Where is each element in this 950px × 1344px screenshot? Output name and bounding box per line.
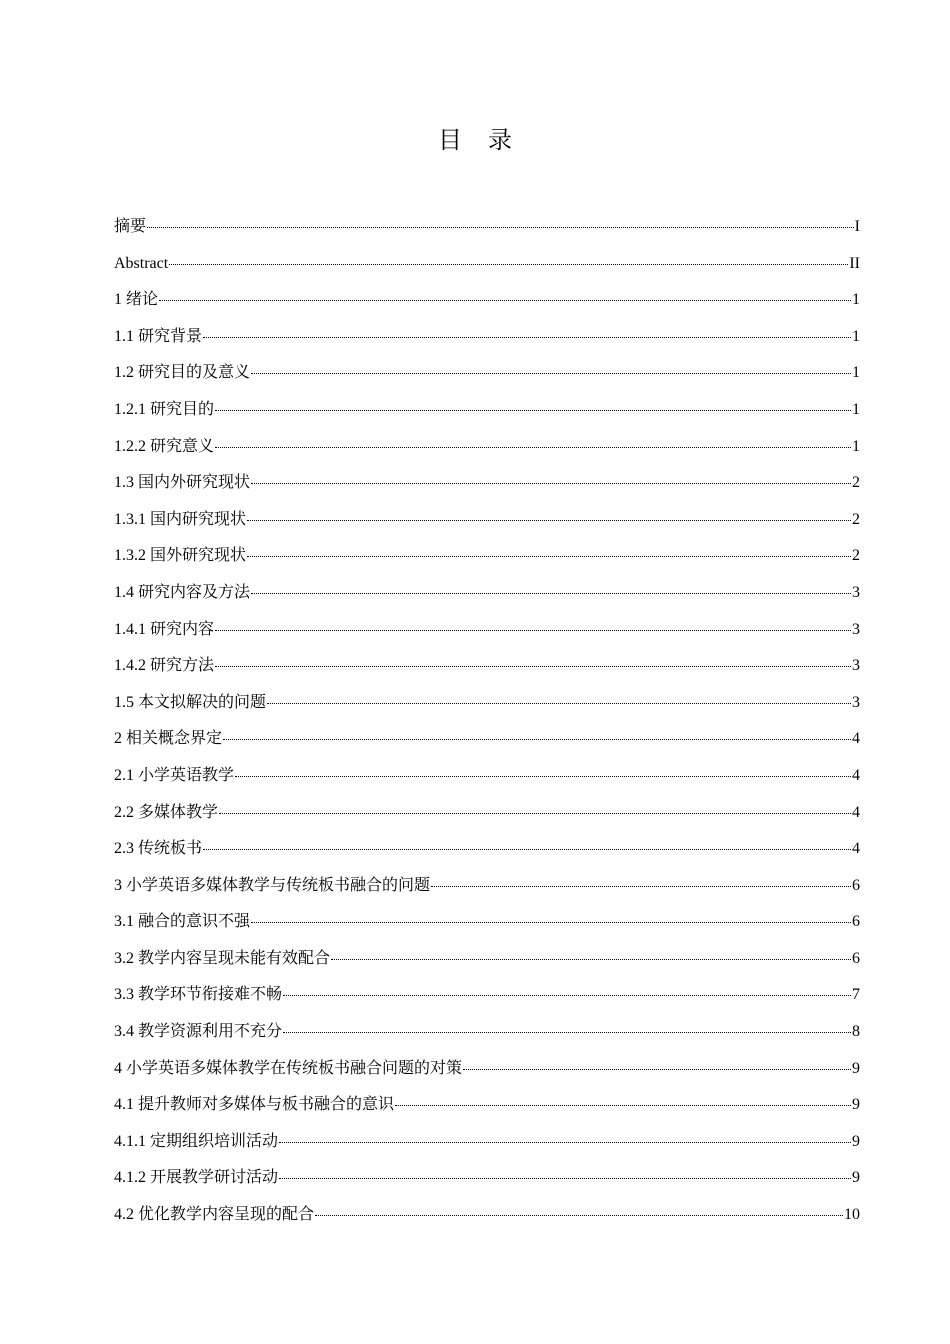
toc-entry-label: 3.4 教学资源利用不充分 — [114, 1023, 283, 1041]
toc-entry-page-number: 9 — [852, 1132, 860, 1150]
toc-entry-label: 2.1 小学英语教学 — [114, 766, 235, 784]
toc-dot-leader — [147, 211, 854, 228]
toc-dot-leader — [235, 760, 851, 777]
toc-entry-page-number: 1 — [852, 364, 860, 382]
toc-entry[interactable] — [114, 429, 860, 466]
toc-entry-page-number: 6 — [852, 949, 860, 967]
toc-entry-page-number: 6 — [852, 913, 860, 931]
toc-entry-page-number: 1 — [852, 291, 860, 309]
toc-dot-leader — [215, 394, 851, 411]
toc-entry-page-number: 9 — [852, 1096, 860, 1114]
toc-entry-page-number: 4 — [852, 766, 860, 784]
toc-entry[interactable] — [114, 648, 860, 685]
toc-entry-label: Abstract — [114, 254, 169, 272]
toc-entry-page-number: 1 — [852, 437, 860, 455]
toc-entry-page-number: 7 — [852, 986, 860, 1004]
toc-entry[interactable] — [114, 1124, 860, 1161]
toc-entry[interactable] — [114, 575, 860, 612]
toc-entry-page-number: II — [849, 254, 860, 272]
toc-dot-leader — [251, 577, 851, 594]
toc-dot-leader — [431, 870, 851, 887]
toc-entry[interactable] — [114, 1160, 860, 1197]
toc-entry-page-number: 3 — [852, 657, 860, 675]
toc-dot-leader — [215, 431, 851, 448]
toc-entry-page-number: I — [854, 218, 860, 235]
toc-entry[interactable] — [114, 977, 860, 1014]
toc-dot-leader — [279, 1162, 851, 1179]
toc-entry[interactable] — [114, 465, 860, 502]
toc-entry-label: 1.3 国内外研究现状 — [114, 474, 251, 492]
toc-entry-page-number: 6 — [852, 876, 860, 894]
toc-entry-page-number: 1 — [852, 327, 860, 345]
toc-dot-leader — [283, 979, 851, 996]
toc-entry-label: 1.2.1 研究目的 — [114, 400, 215, 418]
toc-entry[interactable] — [114, 1087, 860, 1124]
toc-title: 目录 — [438, 126, 538, 154]
toc-entry-label: 3 小学英语多媒体教学与传统板书融合的问题 — [114, 876, 431, 894]
toc-entry[interactable] — [114, 795, 860, 832]
toc-entry[interactable] — [114, 758, 860, 795]
toc-entry[interactable] — [114, 868, 860, 905]
toc-entry-label: 2 相关概念界定 — [114, 730, 223, 748]
toc-entry-label: 4.2 优化教学内容呈现的配合 — [114, 1206, 315, 1224]
toc-entry-page-number: 3 — [852, 620, 860, 638]
toc-entry[interactable] — [114, 1014, 860, 1051]
toc-entry-label: 4 小学英语多媒体教学在传统板书融合问题的对策 — [114, 1059, 463, 1077]
toc-entry-label: 4.1.1 定期组织培训活动 — [114, 1132, 279, 1150]
toc-entry-label: 1.5 本文拟解决的问题 — [114, 693, 267, 711]
toc-entry[interactable] — [114, 209, 860, 246]
toc-entry-page-number: 8 — [852, 1023, 860, 1041]
toc-entry[interactable] — [114, 612, 860, 649]
toc-entry[interactable] — [114, 538, 860, 575]
toc-entry-page-number: 4 — [852, 840, 860, 858]
toc-dot-leader — [251, 906, 851, 923]
toc-entry[interactable] — [114, 904, 860, 941]
toc-entry-label: 2.2 多媒体教学 — [114, 803, 219, 821]
toc-dot-leader — [331, 943, 851, 960]
toc-entry-label: 摘要 — [114, 218, 147, 235]
toc-entry-page-number: 3 — [852, 693, 860, 711]
toc-entry[interactable] — [114, 941, 860, 978]
toc-dot-leader — [267, 687, 851, 704]
toc-list — [114, 209, 860, 1234]
toc-entry-page-number: 9 — [852, 1169, 860, 1187]
toc-entry-page-number: 2 — [852, 547, 860, 565]
toc-dot-leader — [283, 1016, 851, 1033]
toc-entry-page-number: 4 — [852, 730, 860, 748]
toc-entry-label: 1.3.1 国内研究现状 — [114, 510, 247, 528]
toc-entry-page-number: 4 — [852, 803, 860, 821]
toc-dot-leader — [215, 650, 851, 667]
toc-dot-leader — [159, 284, 851, 301]
toc-entry[interactable] — [114, 1051, 860, 1088]
toc-entry[interactable] — [114, 282, 860, 319]
toc-dot-leader — [219, 797, 851, 814]
toc-entry-label: 1 绪论 — [114, 291, 159, 309]
toc-entry-label: 1.2 研究目的及意义 — [114, 364, 251, 382]
toc-entry[interactable] — [114, 831, 860, 868]
toc-entry-label: 1.1 研究背景 — [114, 327, 203, 345]
toc-dot-leader — [251, 357, 851, 374]
toc-entry[interactable] — [114, 392, 860, 429]
toc-entry[interactable] — [114, 721, 860, 758]
toc-entry-label: 2.3 传统板书 — [114, 840, 203, 858]
toc-dot-leader — [279, 1126, 851, 1143]
toc-entry[interactable] — [114, 1197, 860, 1234]
toc-dot-leader — [203, 321, 851, 338]
toc-dot-leader — [169, 248, 848, 265]
toc-entry-page-number: 2 — [852, 510, 860, 528]
toc-dot-leader — [463, 1053, 851, 1070]
toc-dot-leader — [203, 833, 851, 850]
toc-entry-page-number: 9 — [852, 1059, 860, 1077]
toc-dot-leader — [223, 723, 851, 740]
toc-entry-label: 4.1.2 开展教学研讨活动 — [114, 1169, 279, 1187]
toc-entry-label: 4.1 提升教师对多媒体与板书融合的意识 — [114, 1096, 395, 1114]
toc-dot-leader — [247, 540, 851, 557]
toc-entry-page-number: 10 — [844, 1206, 860, 1224]
toc-entry-page-number: 1 — [852, 400, 860, 418]
toc-entry[interactable] — [114, 502, 860, 539]
toc-entry-label: 3.3 教学环节衔接难不畅 — [114, 986, 283, 1004]
toc-entry-label: 1.4 研究内容及方法 — [114, 583, 251, 601]
toc-entry-label: 1.4.2 研究方法 — [114, 657, 215, 675]
toc-entry-label: 1.3.2 国外研究现状 — [114, 547, 247, 565]
toc-entry-page-number: 2 — [852, 474, 860, 492]
toc-entry[interactable] — [114, 685, 860, 722]
toc-dot-leader — [251, 467, 851, 484]
toc-entry-label: 1.2.2 研究意义 — [114, 437, 215, 455]
toc-entry-label: 3.1 融合的意识不强 — [114, 913, 251, 931]
toc-dot-leader — [247, 504, 851, 521]
toc-entry-label: 1.4.1 研究内容 — [114, 620, 215, 638]
toc-entry[interactable] — [114, 355, 860, 392]
toc-entry[interactable] — [114, 246, 860, 283]
toc-dot-leader — [395, 1089, 851, 1106]
toc-entry[interactable] — [114, 319, 860, 356]
toc-dot-leader — [215, 614, 851, 631]
toc-dot-leader — [315, 1199, 843, 1216]
toc-entry-label: 3.2 教学内容呈现未能有效配合 — [114, 949, 331, 967]
toc-entry-page-number: 3 — [852, 583, 860, 601]
